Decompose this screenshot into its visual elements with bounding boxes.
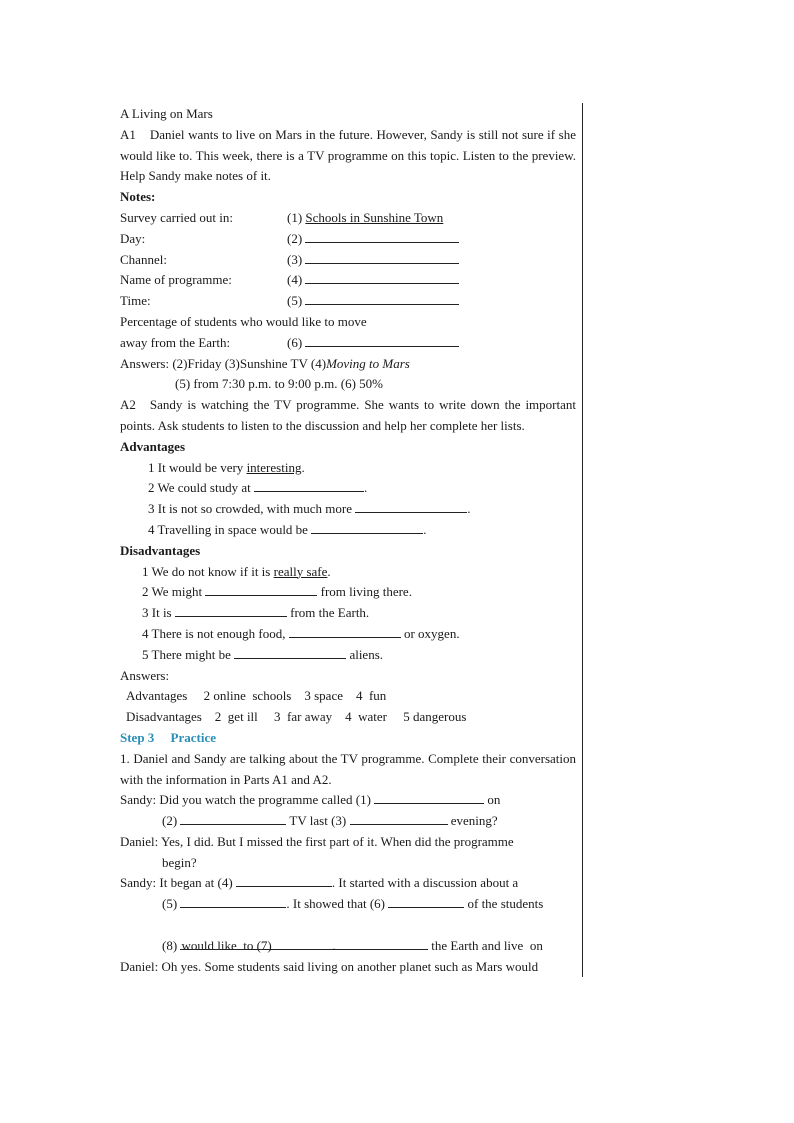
note-number: (4) bbox=[287, 272, 303, 288]
item-filled-answer: really safe bbox=[273, 563, 328, 579]
item-text: . bbox=[423, 521, 427, 537]
dialogue-text: would like to (7) bbox=[181, 937, 289, 953]
worksheet-content bbox=[120, 104, 576, 977]
answer-blank[interactable] bbox=[175, 603, 287, 617]
answer-blank[interactable] bbox=[180, 811, 286, 825]
a1-label: A1 bbox=[120, 126, 136, 142]
answer-blank[interactable] bbox=[236, 873, 332, 887]
answers-a2-advantages: Advantages 2 online schools 3 space 4 fun bbox=[126, 688, 387, 704]
speaker-label: Sandy: bbox=[120, 792, 157, 808]
item-text: 2 We might bbox=[142, 584, 206, 600]
advantage-item bbox=[120, 458, 576, 479]
dialogue-text: of the students bbox=[464, 896, 544, 912]
note-number: (2) bbox=[287, 230, 303, 246]
note-number: (1) bbox=[287, 209, 303, 225]
item-text: 3 It is not so crowded, with much more bbox=[148, 501, 356, 517]
dialogue-text: on bbox=[484, 792, 501, 808]
answers-a1-text: Answers: (2)Friday (3)Sunshine TV (4) bbox=[120, 355, 327, 371]
dialogue-text: (2) bbox=[162, 813, 181, 829]
note-number: (6) bbox=[287, 334, 303, 350]
answer-blank[interactable] bbox=[350, 811, 448, 825]
note-label: Day: bbox=[120, 230, 146, 246]
item-text: aliens. bbox=[346, 646, 384, 662]
item-filled-answer: interesting bbox=[246, 459, 302, 475]
dialogue-text: TV last (3) bbox=[286, 813, 350, 829]
dialogue-text: . bbox=[332, 937, 336, 953]
answer-blank[interactable] bbox=[305, 333, 459, 347]
answer-blank[interactable] bbox=[374, 790, 484, 804]
answer-blank[interactable] bbox=[234, 645, 346, 659]
answer-blank[interactable] bbox=[180, 894, 286, 908]
disadvantage-item bbox=[120, 645, 576, 666]
item-text: 5 There might be bbox=[142, 646, 235, 662]
dialogue-line bbox=[120, 790, 576, 811]
dialogue-line: begin? bbox=[162, 854, 197, 870]
dialogue-line bbox=[120, 894, 576, 915]
step3-instruction: 1. Daniel and Sandy are talking about the TV programme. Complete their conversation with the information in Parts A1 and A2. bbox=[120, 750, 576, 787]
answers-a1-line2: (5) from 7:30 p.m. to 9:00 p.m. (6) 50% bbox=[175, 376, 383, 392]
item-text: 4 There is not enough food, bbox=[142, 625, 289, 641]
disadvantage-item bbox=[120, 603, 576, 624]
dialogue-text: . It showed that (6) bbox=[286, 896, 389, 912]
dialogue-text: (8) bbox=[162, 937, 181, 953]
answers-a1-italic: Moving to Mars bbox=[326, 355, 410, 371]
a2-label: A2 bbox=[120, 397, 136, 413]
item-text: 1 It would be very bbox=[148, 459, 247, 475]
note-answer-filled: Schools in Sunshine Town bbox=[305, 209, 444, 225]
item-text: . bbox=[467, 501, 471, 517]
dialogue-text: evening? bbox=[447, 813, 498, 829]
item-text: 1 We do not know if it is bbox=[142, 563, 274, 579]
answer-blank[interactable] bbox=[388, 894, 464, 908]
a1-text: Daniel wants to live on Mars in the future. However, Sandy is still not sure if she would like to. This week, there is a TV programme on this topic. Listen to the preview. Help Sandy make notes of it. bbox=[120, 126, 576, 184]
disadvantage-item bbox=[120, 582, 576, 603]
dialogue-line bbox=[120, 957, 576, 978]
answer-blank[interactable] bbox=[305, 250, 459, 264]
answer-blank[interactable] bbox=[311, 520, 423, 534]
answer-blank[interactable] bbox=[305, 270, 459, 284]
a1-paragraph bbox=[120, 125, 576, 187]
dialogue-text: It began at (4) bbox=[159, 875, 236, 891]
dialogue-line bbox=[120, 832, 576, 853]
item-text: from the Earth. bbox=[286, 605, 370, 621]
answers-a2-disadvantages: Disadvantages 2 get ill 3 far away 4 water 5 dangerous bbox=[126, 709, 467, 725]
note-row-percentage-label: Percentage of students who would like to move bbox=[120, 313, 367, 329]
section-title: A Living on Mars bbox=[120, 106, 213, 121]
dialogue-line bbox=[120, 915, 576, 953]
a2-text: Sandy is watching the TV programme. She wants to write down the important points. Ask students to listen to the discussion and help her complete her lists. bbox=[120, 397, 576, 433]
right-border-line bbox=[582, 103, 583, 977]
note-row-channel bbox=[120, 250, 576, 271]
disadvantages-heading: Disadvantages bbox=[120, 542, 201, 558]
dialogue-text: Yes, I did. But I missed the first part of it. When did the programme bbox=[158, 833, 514, 849]
answers-a1 bbox=[120, 354, 576, 375]
dialogue-text: (5) bbox=[162, 896, 181, 912]
advantage-item bbox=[120, 499, 576, 520]
answer-blank[interactable] bbox=[289, 624, 401, 638]
note-row-time bbox=[120, 291, 576, 312]
dialogue-text: Did you watch the programme called (1) bbox=[159, 792, 375, 808]
answer-blank[interactable] bbox=[305, 291, 459, 305]
speaker-label: Daniel: bbox=[120, 958, 159, 974]
answer-blank[interactable] bbox=[180, 936, 332, 950]
item-text: 2 We could study at bbox=[148, 480, 254, 496]
item-text: 4 Travelling in space would be bbox=[148, 521, 312, 537]
note-row-survey bbox=[120, 208, 576, 229]
item-text: or oxygen. bbox=[400, 625, 460, 641]
dialogue-line bbox=[120, 873, 576, 894]
answer-blank[interactable] bbox=[254, 478, 364, 492]
note-row-programme bbox=[120, 270, 576, 291]
dialogue-line bbox=[120, 811, 576, 832]
note-label: away from the Earth: bbox=[120, 334, 231, 350]
note-label: Name of programme: bbox=[120, 272, 232, 288]
speaker-label: Sandy: bbox=[120, 875, 157, 891]
dialogue-text: the Earth and live on bbox=[428, 937, 543, 953]
note-label: Time: bbox=[120, 293, 151, 309]
advantage-item bbox=[120, 520, 576, 541]
item-text: . bbox=[363, 480, 368, 496]
disadvantage-item bbox=[120, 624, 576, 645]
answer-blank[interactable] bbox=[305, 229, 459, 243]
step3-heading: Step 3 Practice bbox=[120, 729, 217, 745]
disadvantage-item bbox=[120, 562, 576, 583]
answer-blank[interactable] bbox=[355, 499, 467, 513]
note-number: (3) bbox=[287, 251, 303, 267]
a2-paragraph bbox=[120, 395, 576, 437]
note-label: Channel: bbox=[120, 251, 167, 267]
item-text: . bbox=[327, 563, 331, 579]
note-number: (5) bbox=[287, 293, 303, 309]
dialogue-text: Oh yes. Some students said living on another planet such as Mars would bbox=[158, 958, 539, 974]
item-text: . bbox=[301, 459, 305, 475]
speaker-label: Daniel: bbox=[120, 833, 159, 849]
note-row-percentage bbox=[120, 333, 576, 354]
advantage-item bbox=[120, 478, 576, 499]
note-label: Survey carried out in: bbox=[120, 209, 233, 225]
dialogue-text: . It started with a discussion about a bbox=[331, 875, 519, 891]
answer-blank[interactable] bbox=[205, 582, 317, 596]
advantages-heading: Advantages bbox=[120, 438, 186, 454]
item-text: 3 It is bbox=[142, 605, 175, 621]
answers-a2-heading: Answers: bbox=[120, 667, 170, 683]
notes-heading: Notes: bbox=[120, 189, 156, 205]
note-row-day bbox=[120, 229, 576, 250]
item-text: from living there. bbox=[317, 584, 412, 600]
